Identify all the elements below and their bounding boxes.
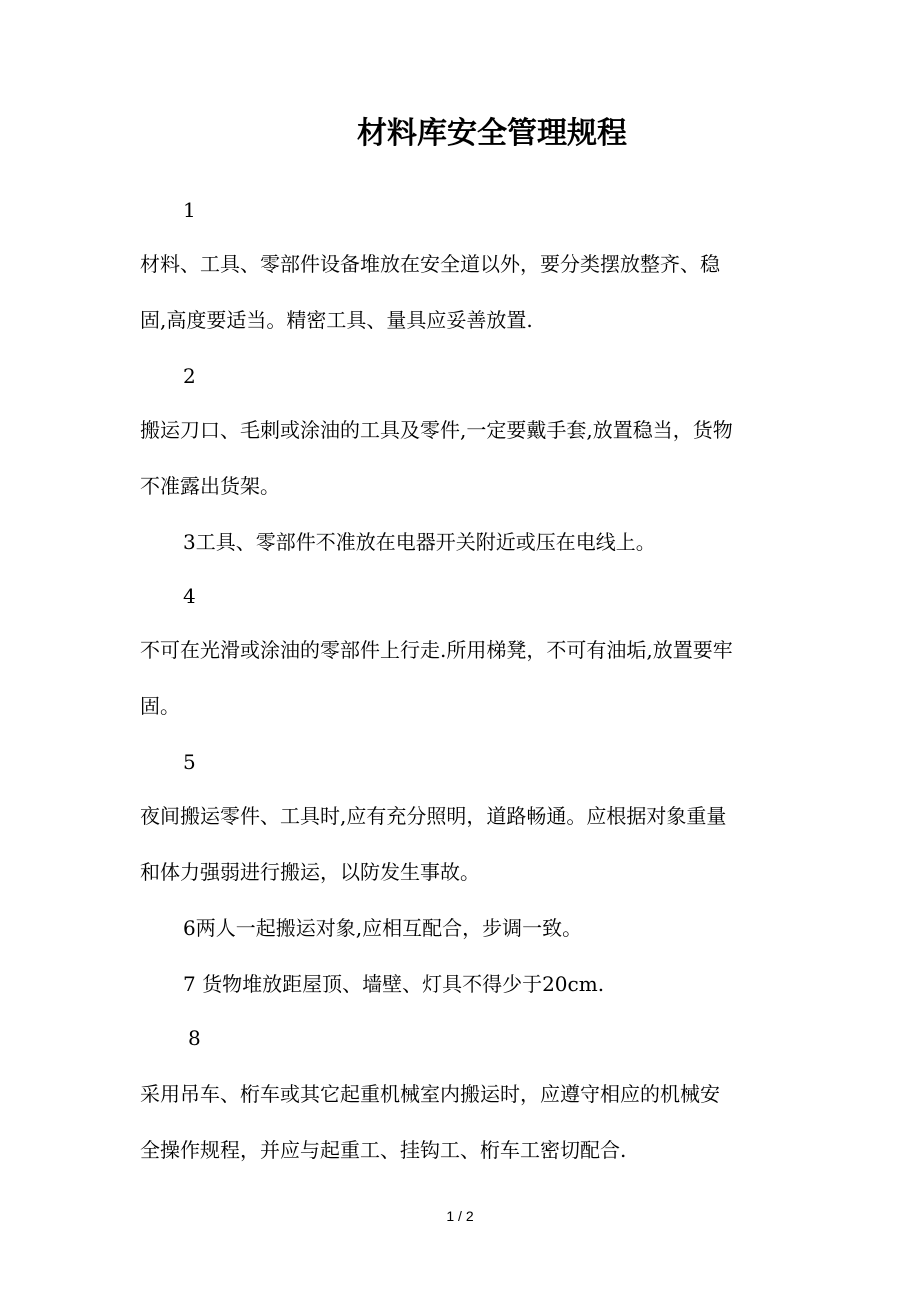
item-number-1: 1 <box>183 198 196 222</box>
item-7-text: 7 货物堆放距屋顶、墙壁、灯具不得少于20cm. <box>183 972 605 996</box>
item-number-2: 2 <box>183 364 196 388</box>
item-2-text-line-2: 不准露出货架。 <box>140 474 280 498</box>
item-3-text: 3工具、零部件不准放在电器开关附近或压在电线上。 <box>183 530 656 554</box>
item-6-text: 6两人一起搬运对象,应相互配合，步调一致。 <box>183 916 583 940</box>
document-title: 材料库安全管理规程 <box>357 116 627 151</box>
item-5-text-line-1: 夜间搬运零件、工具时,应有充分照明，道路畅通。应根据对象重量 <box>140 804 727 828</box>
item-1-text-line-1: 材料、工具、零部件设备堆放在安全道以外，要分类摆放整齐、稳 <box>140 252 720 276</box>
item-8-text-line-2: 全操作规程，并应与起重工、挂钩工、桁车工密切配合. <box>140 1138 627 1162</box>
item-number-5: 5 <box>183 750 196 774</box>
item-2-text-line-1: 搬运刀口、毛刺或涂油的工具及零件,一定要戴手套,放置稳当，货物 <box>140 418 733 442</box>
item-number-8: 8 <box>188 1026 201 1050</box>
item-8-text-line-1: 采用吊车、桁车或其它起重机械室内搬运时，应遵守相应的机械安 <box>140 1082 720 1106</box>
item-4-text-line-1: 不可在光滑或涂油的零部件上行走.所用梯凳，不可有油垢,放置要牢 <box>140 638 733 662</box>
item-5-text-line-2: 和体力强弱进行搬运，以防发生事故。 <box>140 860 480 884</box>
item-4-text-line-2: 固。 <box>140 694 180 718</box>
page-number: 1 / 2 <box>446 1208 474 1224</box>
item-1-text-line-2: 固,高度要适当。精密工具、量具应妥善放置. <box>140 308 533 332</box>
item-number-4: 4 <box>183 584 196 608</box>
